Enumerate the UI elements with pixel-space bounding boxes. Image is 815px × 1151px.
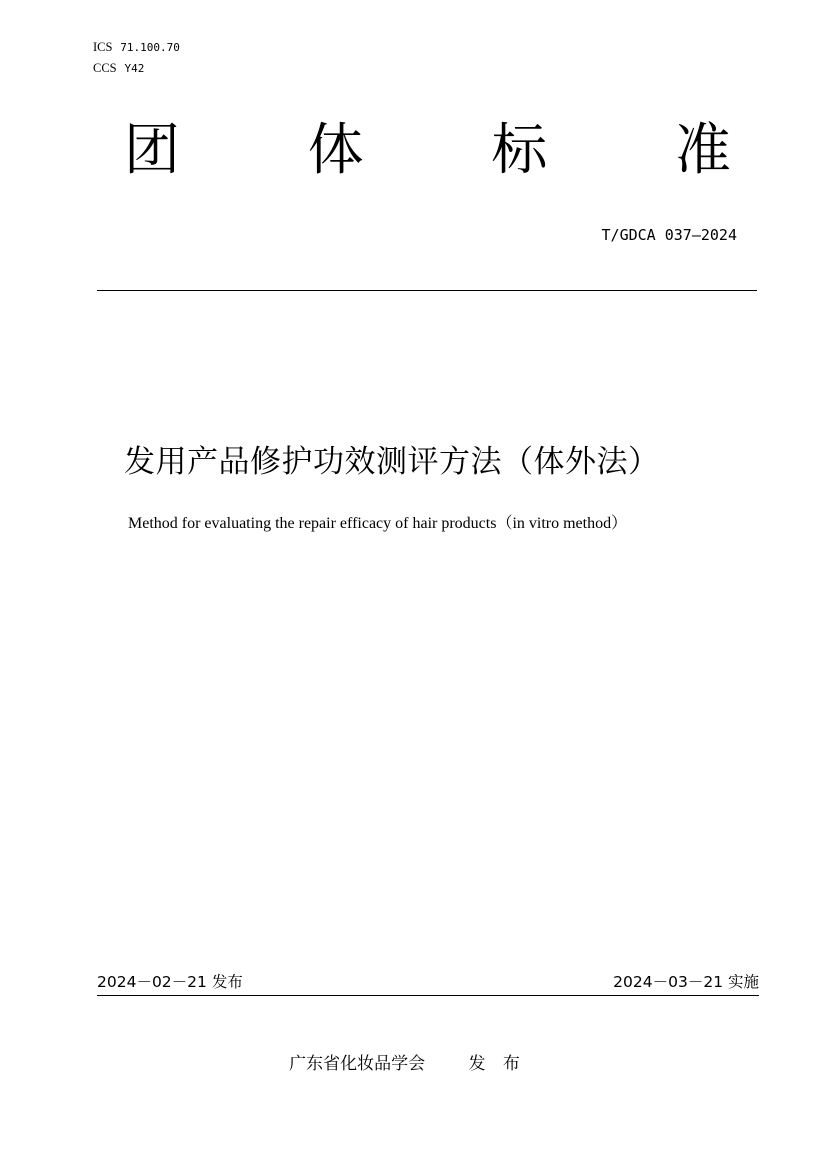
footer-divider bbox=[97, 995, 759, 996]
title-char-2: 体 bbox=[307, 118, 364, 183]
ccs-value: Y42 bbox=[124, 62, 145, 75]
standard-code: T/GDCA 037—2024 bbox=[601, 226, 737, 244]
document-subtitle-english: Method for evaluating the repair efficacy of hair products（in vitro method） bbox=[128, 515, 628, 532]
publisher-line bbox=[0, 1053, 815, 1075]
publisher-action: 发 布 bbox=[468, 1054, 526, 1074]
ics-row bbox=[93, 40, 180, 55]
implement-date: 2024－03－21 实施 bbox=[613, 973, 759, 991]
header-divider bbox=[97, 290, 757, 291]
ics-label: ICS bbox=[93, 40, 113, 54]
publish-date: 2024－02－21 发布 bbox=[97, 973, 243, 991]
title-char-1: 团 bbox=[124, 118, 180, 183]
ccs-row bbox=[93, 61, 144, 76]
title-char-3: 标 bbox=[491, 118, 548, 183]
ccs-label: CCS bbox=[93, 61, 117, 75]
publisher-organization: 广东省化妆品学会 bbox=[289, 1054, 426, 1074]
document-title: 发用产品修护功效测评方法（体外法） bbox=[124, 444, 660, 480]
standard-type-title bbox=[120, 118, 735, 184]
title-char-4: 准 bbox=[674, 118, 731, 183]
ics-value: 71.100.70 bbox=[120, 41, 180, 54]
